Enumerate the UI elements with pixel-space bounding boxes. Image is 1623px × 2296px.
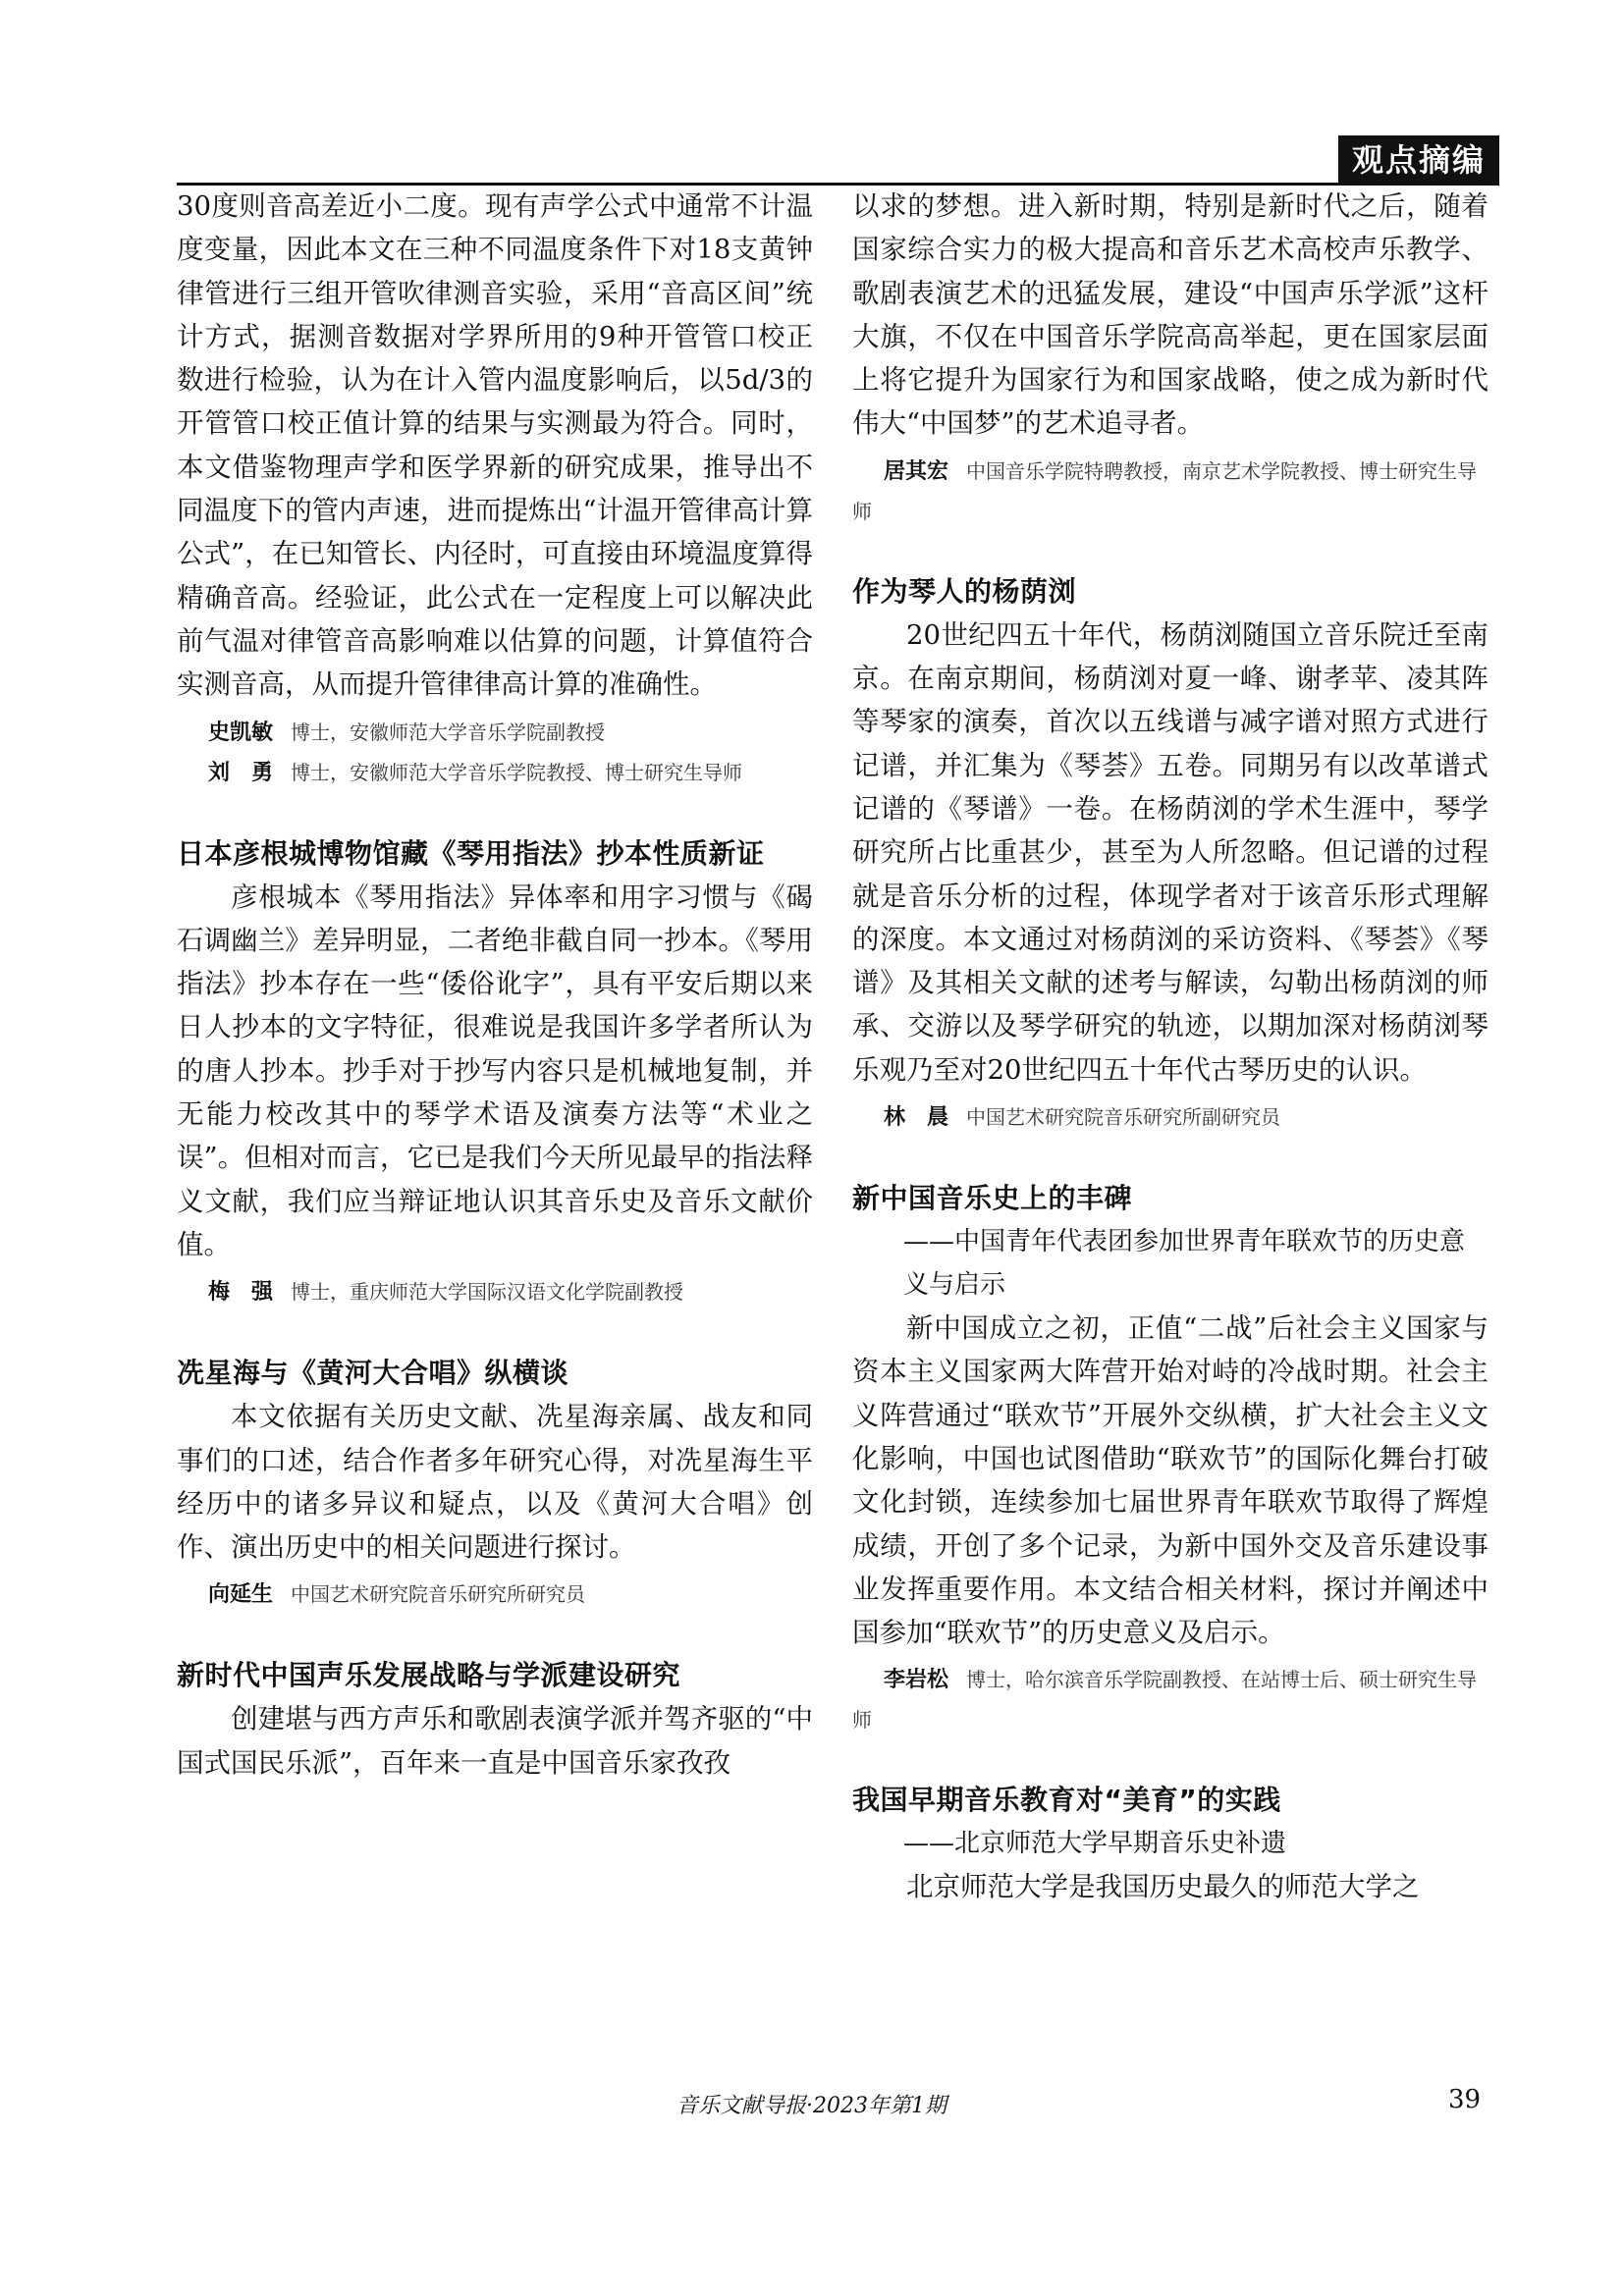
author-name: 刘 勇 bbox=[208, 760, 274, 785]
author-line bbox=[852, 452, 1488, 531]
author-name: 梅 强 bbox=[208, 1280, 274, 1306]
author-desc: 中国音乐学院特聘教授，南京艺术学院教授、博士研究生导师 bbox=[852, 458, 1478, 523]
article-abstract: 彦根城本《琴用指法》异体率和用字习惯与《碣石调幽兰》差异明显，二者绝非截自同一抄本。《琴用指法》抄本存在一些“倭俗讹字”，具有平安后期以来日人抄本的文字特征，很难说是我国许多学者所认为的唐人抄本。抄手对于抄写内容只是机械地复制，并无能力校改其中的琴学术语及演奏方法等“术业之误”。但相对而言，它已是我们今天所见最早的指法释义文献，我们应当辩证地认识其音乐史及音乐文献价值。 bbox=[177, 881, 813, 1260]
author-name: 李岩松 bbox=[884, 1668, 949, 1693]
spacer bbox=[177, 793, 813, 832]
article-title: 作为琴人的杨荫浏 bbox=[852, 574, 1077, 608]
author-desc: 中国艺术研究院音乐研究所研究员 bbox=[291, 1582, 586, 1607]
author-desc: 博士，安徽师范大学音乐学院教授、博士研究生导师 bbox=[291, 760, 743, 784]
author-name: 史凯敏 bbox=[208, 720, 274, 745]
page-number: 39 bbox=[1448, 2085, 1482, 2114]
spacer bbox=[177, 1615, 813, 1654]
author-line bbox=[852, 1660, 1488, 1739]
article-title: 新中国音乐史上的丰碑 bbox=[852, 1182, 1133, 1215]
article-abstract: 创建堪与西方声乐和歌剧表演学派并驾齐驱的“中国式国民乐派”，百年来一直是中国音乐家孜孜 bbox=[177, 1703, 813, 1779]
author-line bbox=[177, 753, 813, 793]
journal-footer: 音乐文献导报·2023年第1期 bbox=[676, 2094, 947, 2118]
spacer bbox=[852, 1739, 1488, 1779]
article-abstract-continued: 以求的梦想。进入新时期，特别是新时代之后，随着国家综合实力的极大提高和音乐艺术高校声乐教学、歌剧表演艺术的迅猛发展，建设“中国声乐学派”这杆大旗，不仅在中国音乐学院高高举起，更在国家层面上将它提升为国家行为和国家战略，使之成为新时代伟大“中国梦”的艺术追寻者。 bbox=[852, 190, 1488, 440]
author-name: 居其宏 bbox=[884, 458, 949, 484]
author-line bbox=[177, 713, 813, 753]
author-line bbox=[177, 1575, 813, 1615]
author-line bbox=[852, 1097, 1488, 1138]
article-subtitle: ——中国青年代表团参加世界青年联欢节的历史意义与启示 bbox=[903, 1227, 1466, 1301]
article-title: 日本彦根城博物馆藏《琴用指法》抄本性质新证 bbox=[177, 836, 765, 870]
author-desc: 中国艺术研究院音乐研究所副研究员 bbox=[966, 1105, 1281, 1130]
author-desc: 博士，重庆师范大学国际汉语文化学院副教授 bbox=[291, 1280, 684, 1305]
author-name: 林 晨 bbox=[884, 1105, 949, 1131]
spacer bbox=[852, 531, 1488, 570]
article-title: 冼星海与《黄河大合唱》纵横谈 bbox=[177, 1357, 569, 1390]
section-tag: 观点摘编 bbox=[1338, 135, 1499, 185]
article-title: 我国早期音乐教育对“美育”的实践 bbox=[852, 1784, 1281, 1817]
spacer bbox=[852, 1138, 1488, 1177]
intro-paragraph: 30度则音高差近小二度。现有声学公式中通常不计温度变量，因此本文在三种不同温度条件下对18支黄钟律管进行三组开管吹律测音实验，采用“音高区间”统计方式，据测音数据对学界所用的9种开管管口校正数进行检验，认为在计入管内温度影响后，以5d/3的开管管口校正值计算的结果与实测最为符合。同时，本文借鉴物理声学和医学界新的研究成果，推导出不同温度下的管内声速，进而提炼出“计温开管律高计算公式”，在已知管长、内径时，可直接由环境温度算得精确音高。经验证，此公式在一定程度上可以解决此前气温对律管音高影响难以估算的问题，计算值符合实测音高，从而提升管律律高计算的准确性。 bbox=[177, 190, 813, 701]
author-line bbox=[177, 1272, 813, 1312]
article-subtitle: ——北京师范大学早期音乐史补遗 bbox=[903, 1829, 1287, 1859]
article-abstract: 北京师范大学是我国历史最久的师范大学之 bbox=[906, 1871, 1420, 1903]
spacer bbox=[177, 1312, 813, 1352]
article-abstract: 20世纪四五十年代，杨荫浏随国立音乐院迁至南京。在南京期间，杨荫浏对夏一峰、谢孝苹、凌其阵等琴家的演奏，首次以五线谱与减字谱对照方式进行记谱，并汇集为《琴荟》五卷。同期另有以改革谱式记谱的《琴谱》一卷。在杨荫浏的学术生涯中，琴学研究所占比重甚少，甚至为人所忽略。但记谱的过程就是音乐分析的过程，体现学者对于该音乐形式理解的深度。本文通过对杨荫浏的采访资料、《琴荟》《琴谱》及其相关文献的述考与解读，勾勒出杨荫浏的师承、交游以及琴学研究的轨迹，以期加深对杨荫浏琴乐观乃至对20世纪四五十年代古琴历史的认识。 bbox=[852, 618, 1488, 1086]
article-abstract: 新中国成立之初，正值“二战”后社会主义国家与资本主义国家两大阵营开始对峙的冷战时期。社会主义阵营通过“联欢节”开展外交纵横，扩大社会主义文化影响，中国也试图借助“联欢节”的国际化舞台打破文化封锁，连续参加七届世界青年联欢节取得了辉煌成绩，开创了多个记录，为新中国外交及音乐建设事业发挥重要作用。本文结合相关材料，探讨并阐述中国参加“联欢节”的历史意义及启示。 bbox=[852, 1312, 1488, 1649]
article-title: 新时代中国声乐发展战略与学派建设研究 bbox=[177, 1659, 681, 1692]
right-column bbox=[852, 185, 1488, 1909]
article-abstract: 本文依据有关历史文献、冼星海亲属、战友和同事们的口述，结合作者多年研究心得，对冼星海生平经历中的诸多异议和疑点，以及《黄河大合唱》创作、演出历史中的相关问题进行探讨。 bbox=[177, 1401, 813, 1564]
author-desc: 博士，安徽师范大学音乐学院副教授 bbox=[291, 720, 606, 744]
author-name: 向延生 bbox=[208, 1582, 274, 1608]
left-column bbox=[177, 185, 813, 1785]
author-desc: 博士，哈尔滨音乐学院副教授、在站博士后、硕士研究生导师 bbox=[852, 1668, 1478, 1733]
